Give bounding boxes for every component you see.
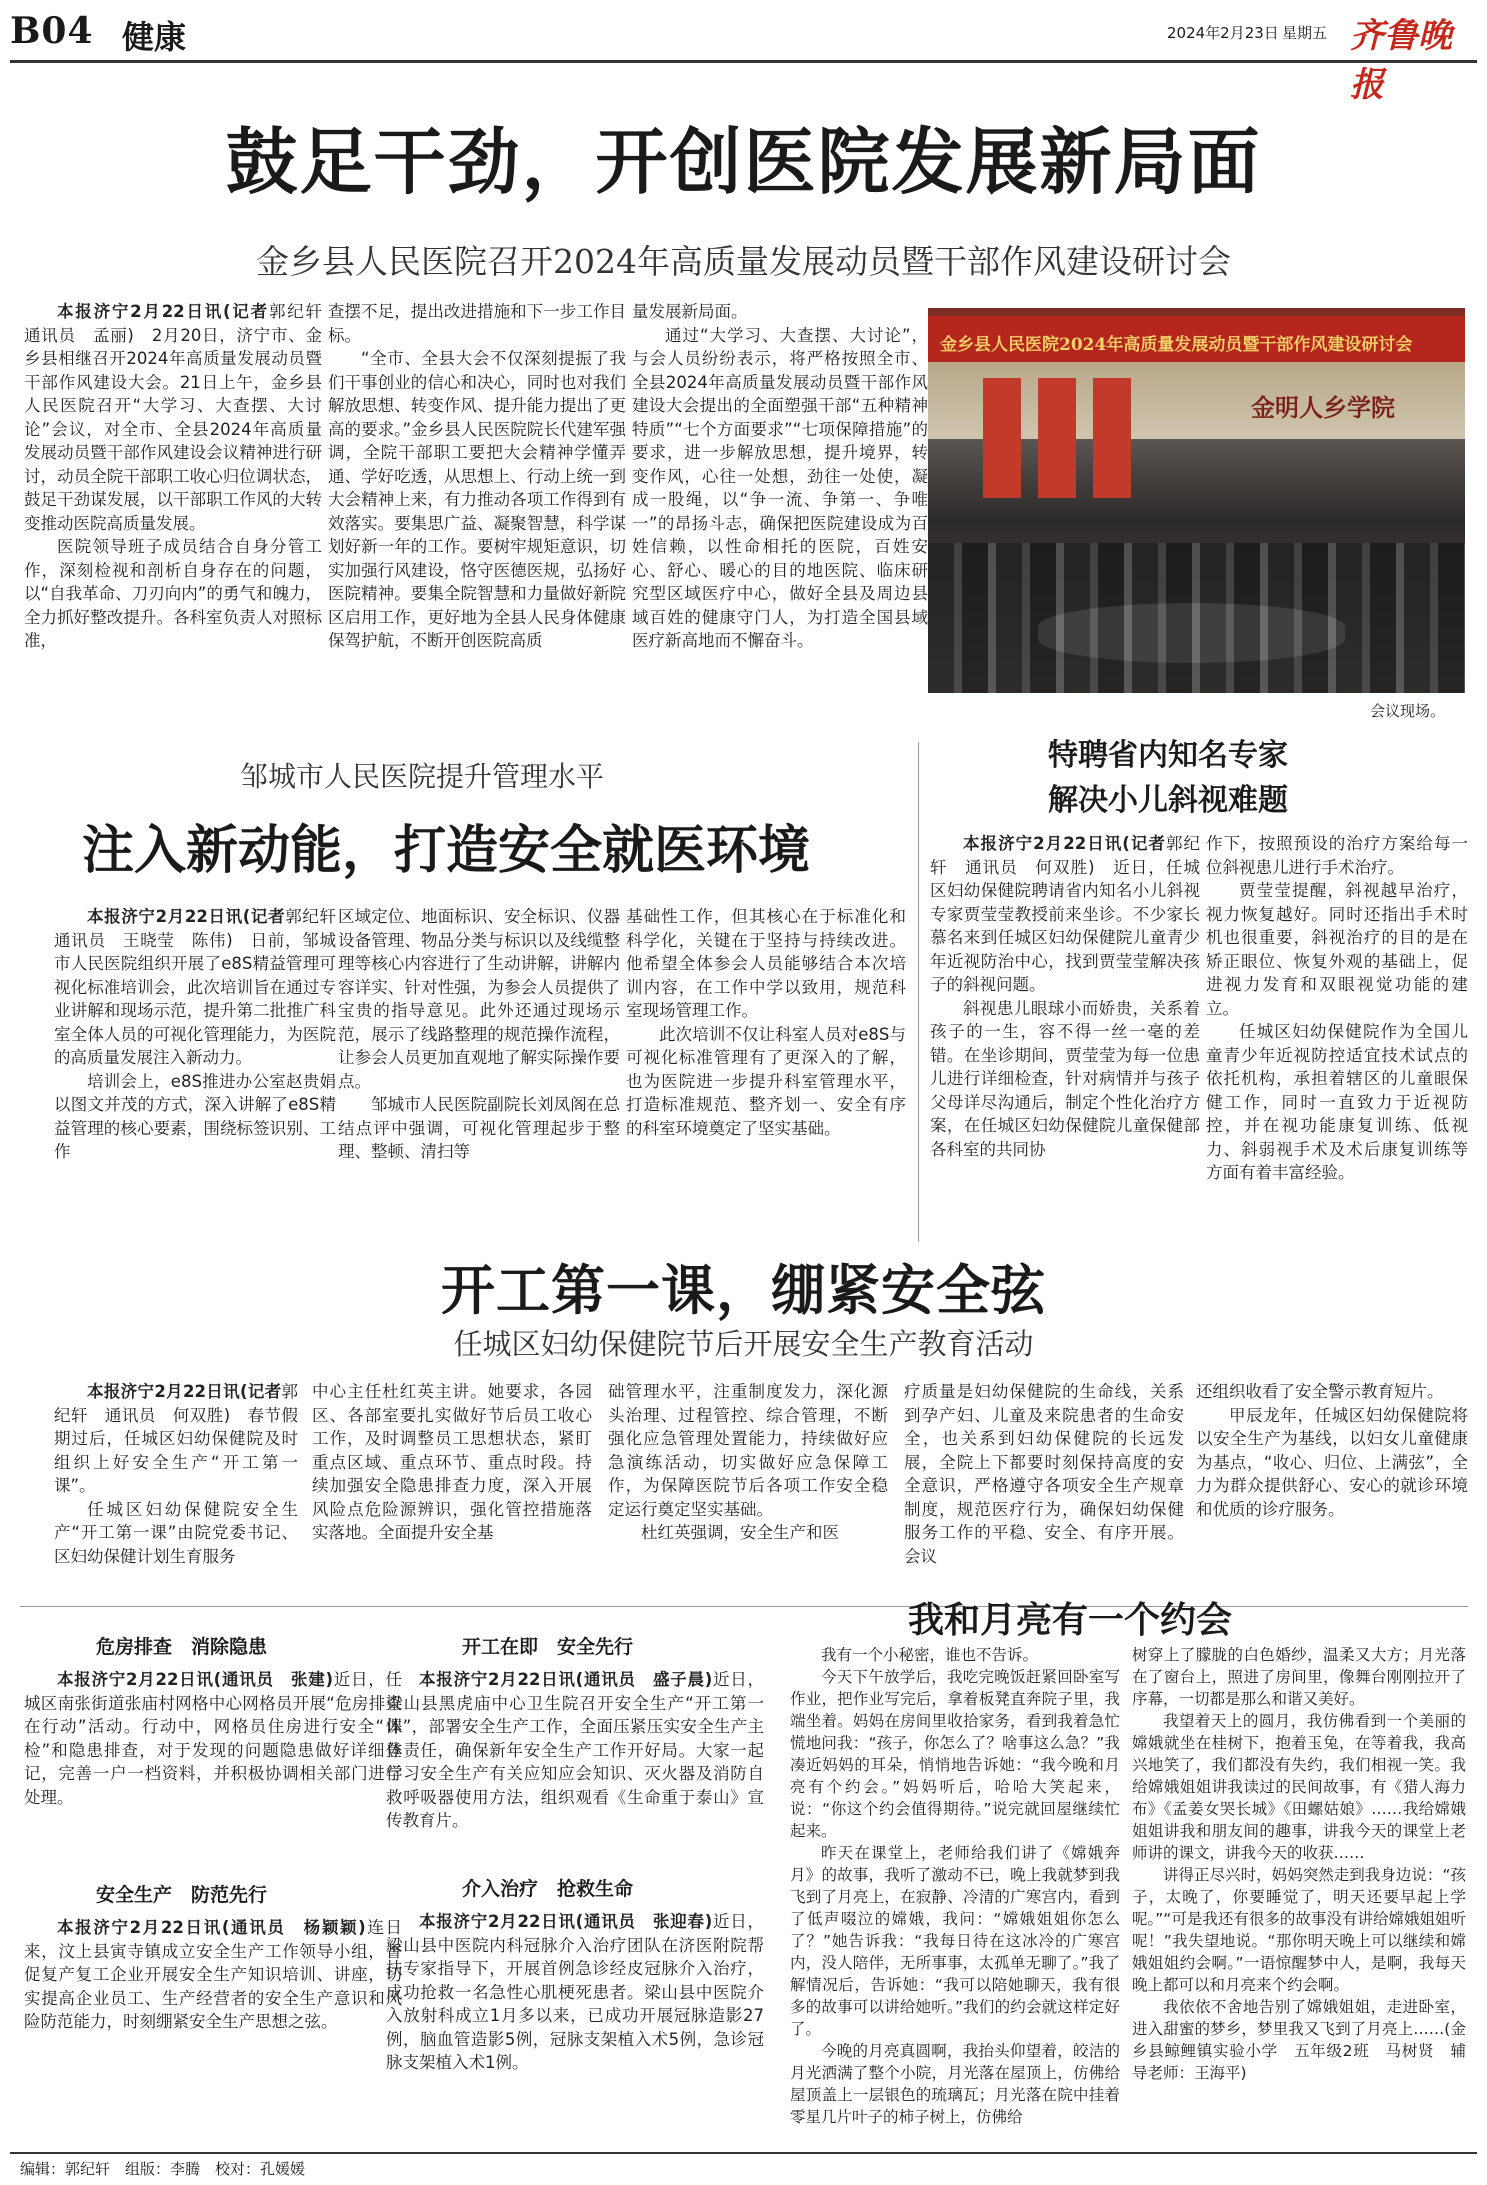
zoucheng-column-1: 本报济宁2月22日讯(记者郭纪轩 通讯员 王晓莹 陈伟) 日前，邹城市人民医院组织开展了e8S精益管理可视化标准培训会，此次培训旨在通过专业讲解和现场示范，提升第二批推广科室全体人员的可视化管理能力，为医院的高质量发展注入新动力。 培训会上，e8S推进办公室赵贵娟以图文并茂的方式，深入讲解了e8S精益管理的核心要素，围绕标签识别、工作: [54, 907, 336, 1161]
brief-2-text: 本报济宁2月22日讯(通讯员 杨颖颖)连日来，汶上县寅寺镇成立安全生产工作领导小组，督促复产复工企业开展安全生产知识培训、讲座，切实提高企业员工、生产经营者的安全生产意识和风险防范能力，时刻绷紧安全生产思想之弦。: [24, 1918, 402, 2031]
footer-rule: [10, 2152, 1477, 2154]
photo-poster: [983, 378, 1021, 498]
zoucheng-column-3: 基础性工作，但其核心在于标准化和科学化，关键在于坚持与持续改进。他希望全体参会人员能够结合本次培训内容，在工作中学以致用，规范科室现场管理工作。 此次培训不仅让科室人员对e8S与可视化标准管理有了更深入的了解，也为医院进一步提升科室管理水平，打造标准规范、整齐划一、安全有序的科室环境奠定了坚实基础。: [626, 907, 906, 1138]
brief-1-title: 危房排查 消除隐患: [96, 1636, 268, 1658]
header-rule: [10, 60, 1477, 63]
brief-4-title: 介入治疗 抢救生命: [462, 1878, 634, 1900]
section-name: 健康: [122, 18, 187, 56]
safety-column-1: 本报济宁2月22日讯(记者郭纪轩 通讯员 何双胜) 春节假期过后，任城区妇幼保健院及时组织上好安全生产“开工第一课”。 任城区妇幼保健院安全生产“开工第一课”由院党委书记、区妇幼保健计划生育服务: [54, 1382, 298, 1566]
zoucheng-headline: 注入新动能，打造安全就医环境: [82, 820, 811, 881]
photo-caption: 会议现场。: [1370, 702, 1446, 720]
strabismus-headline-2: 解决小儿斜视难题: [1048, 783, 1288, 818]
photo-banner: 金乡县人民医院2024年高质量发展动员暨干部作风建设研讨会: [928, 316, 1465, 362]
zoucheng-kicker: 邹城市人民医院提升管理水平: [240, 760, 605, 793]
photo-poster: [1093, 378, 1131, 498]
safety-dateline: 本报济宁2月22日讯(记者: [87, 1382, 282, 1401]
strabismus-column-2: 作下，按照预设的治疗方案给每一位斜视患儿进行手术治疗。 贾莹莹提醒，斜视越早治疗，视力恢复越好。同时还指出手术时机也很重要，斜视治疗的目的是在矫正眼位、恢复外观的基础上，促进视力发育和双眼视觉功能的建立。 任城区妇幼保健院作为全国儿童青少年近视防控适宜技术试点的依托机构，承担着辖区的儿童眼保健工作，同时一直致力于近视防控，并在视功能康复训练、低视力、斜弱视手术及术后康复训练等方面有着丰富经验。: [1206, 834, 1468, 1182]
safety-column-5: 还组织收看了安全警示教育短片。 甲辰龙年，任城区妇幼保健院将以安全生产为基线，以妇女儿童健康为基点，“收心、归位、上满弦”，全力为群众提供舒心、安心的就诊环境和优质的诊疗服务。: [1196, 1382, 1468, 1519]
lead-column-2: 查摆不足，提出改进措施和下一步工作目标。 “全市、全县大会不仅深刻提振了我们干事创业的信心和决心，同时也对我们解放思想、转变作风、提升能力提出了更高的要求。”金乡县人民医院院长代建军强调，全院干部职工要把大会精神学懂弄通、学好吃透，从思想上、行动上统一到大会精神上来，有力推动各项工作得到有效落实。要集思广益、凝聚智慧，科学谋划好新一年的工作。要树牢规矩意识，切实加强行风建设，恪守医德医规，弘扬好医院精神。要集全院智慧和力量做好新院区启用工作，更好地为全县人民身体健康保驾护航，不断开创医院高质: [328, 302, 626, 650]
briefs-divider: [20, 1606, 1468, 1607]
lead-subtitle: 金乡县人民医院召开2024年高质量发展动员暨干部作风建设研讨会: [256, 242, 1231, 281]
safety-column-2: 中心主任杜红英主讲。她要求，各园区、各部室要扎实做好节后员工收心工作，及时调整员工思想状态，紧盯重点区域、重点环节、重点时段。持续加强安全隐患排查力度，深入开展风险点危险源辨识，强化管控措施落实落地。全面提升安全基: [312, 1382, 592, 1542]
newspaper-logo: 齐鲁晚报: [1350, 16, 1452, 105]
safety-column-3: 础管理水平，注重制度发力，深化源头治理、过程管控、综合管理，不断强化应急管理处置能力，持续做好应急演练活动，切实做好应急保障工作，为保障医院节后各项工作安全稳定运行奠定坚实基础。 杜红英强调，安全生产和医: [608, 1382, 888, 1542]
page-code: B04: [10, 10, 94, 52]
lead-dateline: 本报济宁2月22日讯(记者: [57, 302, 269, 321]
editor-credits: 编辑：郭纪轩 组版：李腾 校对：孔媛媛: [20, 2160, 306, 2178]
meeting-photo: [928, 308, 1465, 693]
lead-column-1: 本报济宁2月22日讯(记者郭纪轩 通讯员 孟丽) 2月20日，济宁市、金乡县相继召开2024年高质量发展动员暨干部作风建设大会。21日上午，金乡县人民医院召开“大学习、大查摆、大讨论”会议，对全市、全县2024年高质量发展动员暨干部作风建设会议精神进行研讨，动员全院干部职工收心归位调状态，鼓足干劲谋发展，以干部职工作风的大转变推动医院高质量发展。 医院领导班子成员结合自身分管工作，深刻检视和剖析自身存在的问题，以“自我革命、刀刃向内”的勇气和魄力，全力抓好整改提升。各科室负责人对照标准，: [24, 302, 322, 650]
issue-weekday: 星期五: [1282, 24, 1328, 42]
lead-headline: 鼓足干劲，开创医院发展新局面: [225, 119, 1262, 204]
moon-headline: 我和月亮有一个约会: [908, 1599, 1233, 1641]
moon-column-1: 我有一个小秘密，谁也不告诉。 今天下午放学后，我吃完晚饭赶紧回卧室写作业，把作业写完后，拿着板凳直奔院子里，我端坐着。妈妈在房间里收拾家务，看到我着急忙慌地问我：“孩子，你怎么了？啥事这么急？”我凑近妈妈的耳朵，悄悄地告诉她：“我今晚和月亮有个约会。”妈妈听后，哈哈大笑起来，说：“你这个约会值得期待。”说完就回屋继续忙起来。 昨天在课堂上，老师给我们讲了《嫦娥奔月》的故事，我听了激动不已，晚上我就梦到我飞到了月亮上，在寂静、冷清的广寒宫内，看到了低声啜泣的嫦娥，我问：“嫦娥姐姐你怎么了？”她告诉我：“我每日待在这冰冷的广寒宫内，没人陪伴，无所事事，太孤单无聊了。”我了解情况后，告诉她：“我可以陪她聊天，我有很多的故事可以讲给她听。”我们的约会就这样定好了。 今晚的月亮真圆啊，我抬头仰望着，皎洁的月光洒满了整个小院，月光落在屋顶上，仿佛给屋顶盖上一层银色的琉璃瓦；月光落在院中挂着零星几片叶子的柿子树上，仿佛给: [790, 1646, 1120, 2126]
brief-4-text: 本报济宁2月22日讯(通讯员 张迎春)近日，梁山县中医院内科冠脉介入治疗团队在济医附院帮扶专家指导下，开展首例急诊经皮冠脉介入治疗，成功抢救一名急性心肌梗死患者。梁山县中医院介入放射科成立1月多以来，已成功开展冠脉造影27例，脑血管造影5例，冠脉支架植入术5例，急诊冠脉支架植入术1例。: [386, 1912, 764, 2072]
safety-subtitle: 任城区妇幼保健院节后开展安全生产教育活动: [453, 1327, 1034, 1361]
strabismus-column-1: 本报济宁2月22日讯(记者郭纪轩 通讯员 何双胜) 近日，任城区妇幼保健院聘请省内知名小儿斜视专家贾莹莹教授前来坐诊。不少家长慕名来到任城区妇幼保健院儿童青少年近视防治中心，找到贾莹莹解决孩子的斜视问题。 斜视患儿眼球小而娇贵，关系着孩子的一生，容不得一丝一毫的差错。在坐诊期间，贾莹莹为每一位患儿进行详细检查，针对病情并与孩子父母详尽沟通后，制定个性化治疗方案，在任城区妇幼保健院儿童保健部各科室的共同协: [930, 834, 1200, 1159]
safety-headline: 开工第一课，绷紧安全弦: [441, 1258, 1046, 1322]
brief-3-title: 开工在即 安全先行: [462, 1636, 634, 1658]
safety-column-4: 疗质量是妇幼保健院的生命线，关系到孕产妇、儿童及来院患者的生命安全，也关系到妇幼保健院的长远发展，全院上下都要时刻保持高度的安全意识，严格遵守各项安全生产规章制度，规范医疗行为，确保妇幼保健服务工作的平稳、安全、有序开展。会议: [904, 1382, 1184, 1566]
brief-2-title: 安全生产 防范先行: [96, 1884, 268, 1906]
zoucheng-divider: [918, 742, 919, 1242]
zoucheng-column-2: 区域定位、地面标识、安全标识、仪器设备管理、物品分类与标识以及线缆整理等核心内容进行了生动讲解，讲解内容详实、针对性强，为参会人员提供了宝贵的指导意见。此外还通过现场示范，展示了线路整理的规范操作流程，让参会人员更加直观地了解实际操作要点。 邹城市人民医院副院长刘凤阁在总结点评中强调，可视化管理起步于整理、整顿、清扫等: [338, 907, 620, 1161]
strabismus-headline-1: 特聘省内知名专家: [1048, 738, 1288, 773]
lead-column-3: 量发展新局面。 通过“大学习、大查摆、大讨论”，与会人员纷纷表示，将严格按照全市、全县2024年高质量发展动员暨干部作风建设大会提出的全面塑强干部“五种精神特质”“七个方面要求”“七项保障措施”的要求，进一步解放思想，提升境界，转变作风，心往一处想，劲往一处使，凝成一股绳，以“争一流、争第一、争唯一”的昂扬斗志，确保把医院建设成为百姓信赖，以性命相托的医院，百姓安心、舒心、暖心的目的地医院、临床研究型区域医疗中心，做好全县及周边县域百姓的健康守门人，为打造全国县域医疗新高地而不懈奋斗。: [632, 302, 928, 650]
moon-column-2: 树穿上了朦胧的白色婚纱，温柔又大方；月光落在了窗台上，照进了房间里，像舞台刚刚拉开了序幕，一切都是那么和谐又美好。 我望着天上的圆月，我仿佛看到一个美丽的嫦娥就坐在桂树下，抱着玉兔，在等着我，我高兴地笑了，我们都没有失约，我们相视一笑。我给嫦娥姐姐讲我读过的民间故事，有《猎人海力布》《孟姜女哭长城》《田螺姑娘》……我给嫦娥姐姐讲我和朋友间的趣事，讲我今天的课堂上老师讲的课文，讲我今天的收获…… 讲得正尽兴时，妈妈突然走到我身边说：“孩子，太晚了，你要睡觉了，明天还要早起上学呢。”“可是我还有很多的故事没有讲给嫦娥姐姐听呢！”我失望地说。“那你明天晚上可以继续和嫦娥姐姐约会啊。”一语惊醒梦中人，是啊，我每天晚上都可以和月亮来个约会啊。 我依依不舍地告别了嫦娥姐姐，走进卧室，进入甜蜜的梦乡，梦里我又飞到了月亮上……(金乡县鲸鲤镇实验小学 五年级2班 马树贤 辅导老师：王海平): [1132, 1646, 1466, 2082]
photo-poster: [1038, 378, 1076, 498]
strabismus-dateline: 本报济宁2月22日讯(记者: [963, 834, 1166, 853]
issue-date: 2024年2月23日: [1167, 24, 1279, 42]
zoucheng-dateline: 本报济宁2月22日讯(记者: [87, 907, 286, 926]
brief-3-text: 本报济宁2月22日讯(通讯员 盛子晨)近日，梁山县黑虎庙中心卫生院召开安全生产“开工第一课”，部署安全生产工作，全面压紧压实安全生产主体责任，确保新年安全生产工作开好局。大家一起学习安全生产有关应知应会知识、灭火器及消防自救呼吸器使用方法，组织观看《生命重于泰山》宣传教育片。: [386, 1670, 764, 1830]
photo-wall-sign: 金明人乡学院: [1251, 393, 1395, 422]
photo-attendees: [928, 543, 1465, 693]
brief-1-text: 本报济宁2月22日讯(通讯员 张建)近日，任城区南张街道张庙村网格中心网格员开展“危房排查在行动”活动。行动中，网格员住房进行安全“体检”和隐患排查，对于发现的问题隐患做好详细登记，完善一户一档资料，并积极协调相关部门进行处理。: [24, 1670, 402, 1807]
page-header: [10, 0, 1477, 105]
